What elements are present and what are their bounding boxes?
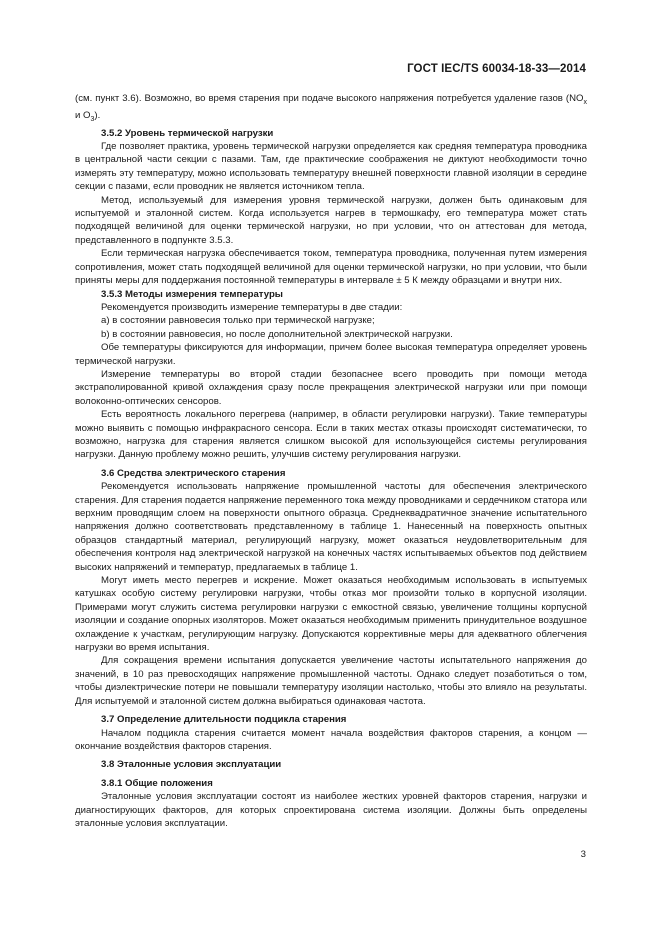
document-body bbox=[75, 92, 587, 830]
heading-3-6: 3.6 Средства электрического старения bbox=[101, 467, 286, 479]
heading-3-5-3: 3.5.3 Методы измерения температуры bbox=[101, 288, 283, 300]
intro-text-a: (см. пункт 3.6). Возможно, во время старения при подаче высокого напряжения потребуется удаление газов (NO bbox=[75, 93, 584, 104]
paragraph: Если термическая нагрузка обеспечивается током, температура проводника, полученная путем измерения сопротивления, может стать подходящей величиной для оценки термической нагрузки, но при условии, что были приняты меры для поддержания постоянной температуры в интервале ± 5 К между образцами и внутри них. bbox=[75, 248, 587, 287]
heading-3-8: 3.8 Эталонные условия эксплуатации bbox=[101, 759, 282, 771]
document-code: ГОСТ IEC/TS 60034-18-33—2014 bbox=[407, 63, 586, 75]
intro-text-b: и O bbox=[75, 110, 91, 122]
paragraph: Рекомендуется использовать напряжение промышленной частоты для обеспечения электрического старения. Для старения подается напряжение переменного тока между проводниками и сердечником статора или верхним проводящим слоем на поверхности опытного образца. Среднеквадратичное значение испытательного напряжения должно соответствовать представленному в таблице 1. Нанесенный на поверхность опытных образцов стандартный материал, регулирующий нагрузку, может оказаться неудовлетворительным для обеспечения контроля над электрической нагрузкой на конечных частях испытываемых объектов под действием высоких напряжений и температур, предлагаемых в таблице 1. bbox=[75, 481, 587, 573]
paragraph: Где позволяет практика, уровень термической нагрузки определяется как средняя температура проводника в центральной части секции с пазами. Там, где практические соображения не диктуют необходимости точно измерять эту температуру, можно использовать температуру внешней поверхности главной изоляции в середине секции с пазами, если проводник не является источником тепла. bbox=[75, 141, 587, 193]
paragraph: Метод, используемый для измерения уровня термической нагрузки, должен быть одинаковым для испытуемой и эталонной систем. Когда используется нагрев в термошкафу, его температура может стать подходящей величиной для оценки термической нагрузки, но при условии, что он аттестован для метода, представленного в подпункте 3.5.3. bbox=[75, 194, 587, 246]
paragraph: Рекомендуется производить измерение температуры в две стадии: bbox=[101, 301, 403, 313]
heading-3-5-2: 3.5.2 Уровень термической нагрузки bbox=[101, 127, 274, 139]
paragraph: Обе температуры фиксируются для информации, причем более высокая температура определяет уровень термической нагрузки. bbox=[75, 342, 587, 367]
heading-3-8-1: 3.8.1 Общие положения bbox=[101, 777, 213, 789]
list-item: b) в состоянии равновесия, но после дополнительной электрической нагрузки. bbox=[101, 328, 453, 340]
paragraph: Эталонные условия эксплуатации состоят из наиболее жестких уровней факторов старения, нагрузки и диагностирующих факторов, для которых спроектирована система изоляции. Должны быть определены эталонные условия эксплуатации. bbox=[75, 791, 587, 829]
intro-paragraph bbox=[75, 92, 587, 127]
paragraph: Есть вероятность локального перегрева (например, в области регулировки нагрузки). Такие температуры можно выявить с помощью инфракрасного сенсора. Если в таких местах отказы происходят систематически, то возможно, нагрузка для старения является слишком высокой для использующейся системы регулирования нагрузки. Данную проблему можно решить, улучшив систему регулирования нагрузки. bbox=[75, 409, 587, 461]
intro-text-c: ). bbox=[94, 110, 101, 122]
list-item: a) в состоянии равновесия только при термической нагрузке; bbox=[101, 315, 375, 327]
paragraph: Для сокращения времени испытания допускается увеличение частоты испытательного напряжения до значений, в 10 раз превосходящих напряжение промышленной частоты. Однако следует позаботиться о том, чтобы диэлектрические потери не повышали температуру изоляции настолько, чтобы это влияло на результаты. Для испытуемой и эталонной систем должна выбираться одинаковая частота. bbox=[75, 655, 587, 707]
intro-sub-3: 3 bbox=[90, 116, 95, 124]
paragraph: Началом подцикла старения считается момент начала воздействия факторов старения, а концом — окончание воздействия факторов старения. bbox=[75, 727, 587, 752]
heading-3-7: 3.7 Определение длительности подцикла старения bbox=[101, 714, 347, 726]
page-number: 3 bbox=[580, 849, 586, 860]
paragraph: Измерение температуры во второй стадии безопаснее всего проводить при помощи метода экстраполированной кривой охлаждения сразу после прекращения электрической нагрузки или при помощи волоконно-оптических сенсоров. bbox=[75, 368, 587, 407]
intro-sub-x: x bbox=[583, 98, 587, 106]
paragraph: Могут иметь место перегрев и искрение. Может оказаться необходимым использовать в испытуемых катушках особую систему регулировки нагрузки, чтобы отказ мог произойти только в корпусной изоляции. Примерами могут служить система регулировки нагрузки с емкостной связью, увеличение толщины корпусной изоляции и создание опорных изоляторов. Может оказаться необходимым применить принудительное воздушное охлаждение к участкам, регулирующим нагрузку. Допускаются коррективные меры для адекватного облегчения нагрузки во время испытания. bbox=[75, 575, 587, 654]
